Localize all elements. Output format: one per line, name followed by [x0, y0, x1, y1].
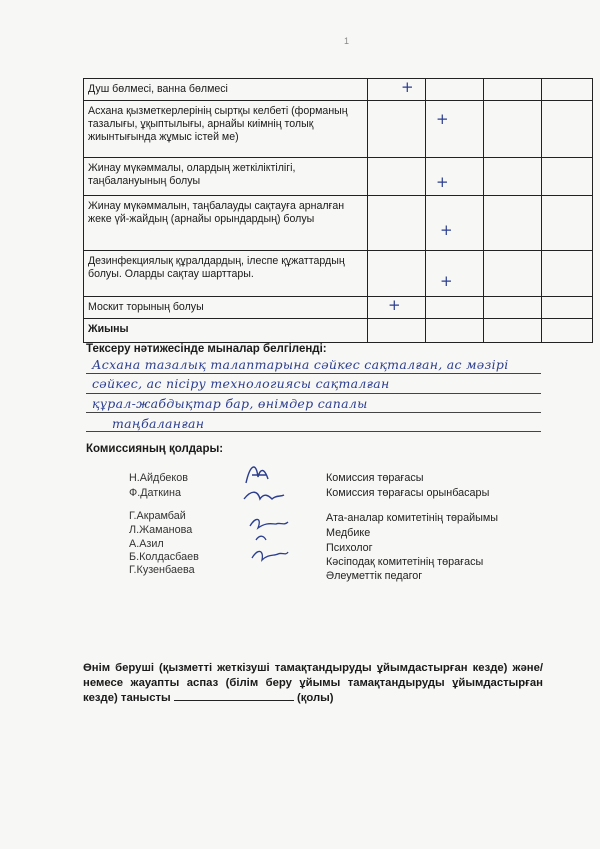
member-role: Ата-аналар комитетінің төрайымы [326, 512, 499, 524]
total-label: Жиыны [84, 319, 368, 343]
table-row [84, 196, 593, 251]
check-mark: + [436, 110, 449, 128]
findings-line: сәйкес, ас пісіру технологиясы сақталған [92, 376, 390, 391]
mark-cell [484, 251, 542, 297]
mark-cell [426, 196, 484, 251]
mark-cell [426, 251, 484, 297]
row-label: Москит торының болуы [84, 297, 368, 319]
findings-rule [86, 412, 541, 413]
row-label: Жинау мүкәммалы, олардың жеткіліктілігі, таңбалануының болуы [84, 158, 368, 196]
table-row [84, 251, 593, 297]
table-row [84, 319, 593, 343]
row-label: Душ бөлмесі, ванна бөлмесі [84, 79, 368, 101]
checklist-table [83, 78, 593, 343]
mark-cell [426, 79, 484, 101]
row-label: Жинау мүкәммалын, таңбалауды сақтауға арналған жеке үй-жайдың (арнайы орындардың) болуы [84, 196, 368, 251]
mark-cell [484, 79, 542, 101]
mark-cell [426, 319, 484, 343]
mark-cell [368, 319, 426, 343]
member-name: Г.Кузенбаева [129, 564, 195, 576]
mark-cell [368, 196, 426, 251]
page-mark: 1 [344, 36, 350, 46]
member-name: Н.Айдбеков [129, 472, 188, 484]
check-mark: + [401, 78, 414, 96]
member-name: Л.Жаманова [129, 524, 193, 536]
member-name: Б.Колдасбаев [129, 551, 199, 563]
mark-cell [484, 158, 542, 196]
table-row [84, 297, 593, 319]
mark-cell [368, 297, 426, 319]
mark-cell [368, 79, 426, 101]
mark-cell [542, 297, 593, 319]
findings-rule [86, 393, 541, 394]
mark-cell [426, 101, 484, 158]
table-row [84, 101, 593, 158]
signature-chair [238, 455, 288, 507]
member-name: Ф.Даткина [129, 487, 181, 499]
mark-cell [368, 158, 426, 196]
findings-rule [86, 373, 541, 374]
mark-cell [484, 101, 542, 158]
signature-label: (қолы) [296, 692, 334, 704]
signature-members [246, 510, 290, 572]
member-role: Комиссия төрағасы орынбасары [326, 487, 490, 499]
mark-cell [542, 319, 593, 343]
member-role: Кәсіподақ комитетінің төрағасы [326, 556, 484, 568]
findings-line: таңбаланған [112, 416, 205, 431]
mark-cell [484, 196, 542, 251]
mark-cell [542, 101, 593, 158]
mark-cell [426, 158, 484, 196]
findings-title: Тексеру нәтижесінде мыналар белгіленді: [86, 343, 327, 355]
commission-title: Комиссияның қолдары: [86, 443, 224, 455]
check-mark: + [388, 296, 401, 314]
acknowledgement-text: Өнім беруші (қызметті жеткізуші тамақтандыруды ұйымдастырған кезде) және/немесе жауапты аспаз (білім беру ұйымы тамақтандыруды ұйымдастырған кезде) танысты [83, 662, 543, 704]
member-role: Медбике [326, 527, 371, 539]
mark-cell [484, 297, 542, 319]
member-name: Г.Акрамбай [129, 510, 186, 522]
mark-cell [484, 319, 542, 343]
member-role: Әлеуметтік педагог [326, 570, 423, 582]
findings-line: құрал-жабдықтар бар, өнімдер сапалы [92, 396, 368, 411]
mark-cell [368, 101, 426, 158]
table-row [84, 158, 593, 196]
mark-cell [426, 297, 484, 319]
check-mark: + [440, 221, 453, 239]
row-label: Асхана қызметкерлерінің сыртқы келбеті (форманың тазалығы, ұқыптылығы, арнайы киімнің толық жиынтығында жұмыс істей ме) [84, 101, 368, 158]
member-name: А.Азил [129, 538, 164, 550]
mark-cell [368, 251, 426, 297]
table-row [84, 79, 593, 101]
signature-blank [174, 691, 294, 701]
mark-cell [542, 158, 593, 196]
row-label: Дезинфекциялық құралдардың, ілеспе құжаттардың болуы. Оларды сақтау шарттары. [84, 251, 368, 297]
check-mark: + [436, 173, 449, 191]
findings-rule [86, 431, 541, 432]
mark-cell [542, 196, 593, 251]
member-role: Комиссия төрағасы [326, 472, 424, 484]
findings-line: Асхана тазалық талаптарына сәйкес сақталған, ас мәзірі [92, 357, 509, 372]
mark-cell [542, 251, 593, 297]
acknowledgement [83, 661, 543, 706]
check-mark: + [440, 272, 453, 290]
mark-cell [542, 79, 593, 101]
member-role: Психолог [326, 542, 373, 554]
